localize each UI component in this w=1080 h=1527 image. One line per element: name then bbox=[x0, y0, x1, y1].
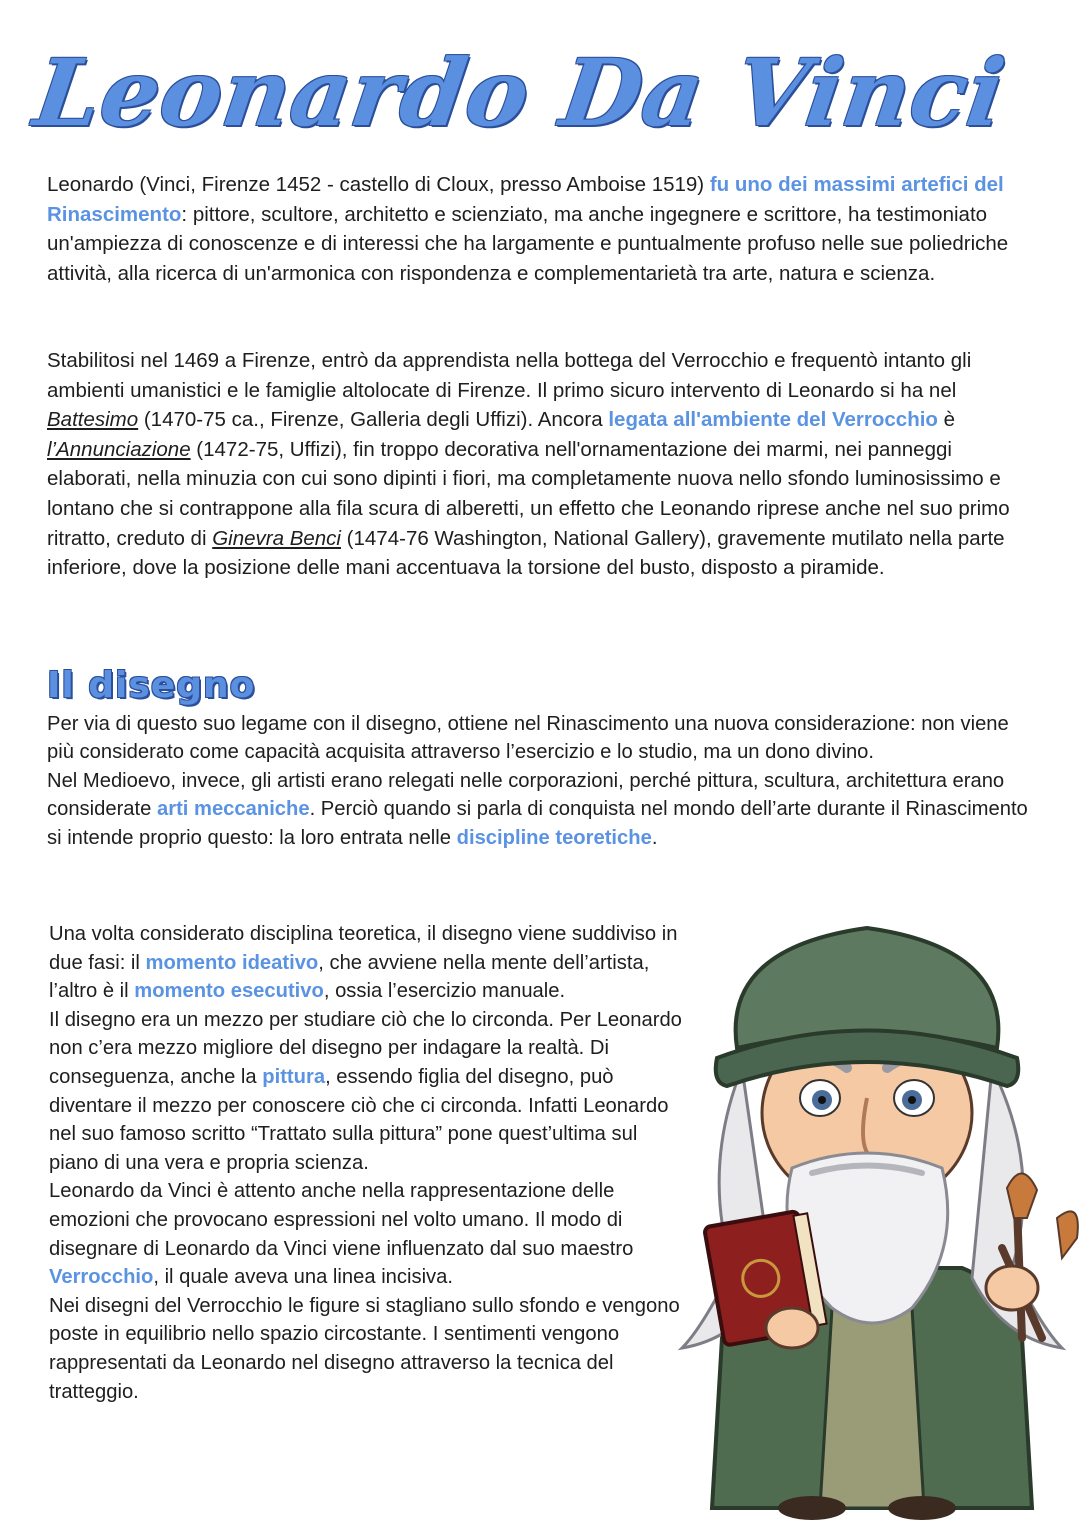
bio-text-3: è bbox=[937, 408, 956, 432]
drawing-column bbox=[49, 920, 689, 1406]
bio-text-1: Stabilitosi nel 1469 a Firenze, entrò da apprendista nella bottega del Verrocchio e frequentò intanto gli ambienti umanistici e le famiglie altolocate di Firenze. Il primo sicuro intervento di Leonardo si ha nel bbox=[47, 349, 972, 402]
highlight-pittura: pittura bbox=[262, 1065, 326, 1088]
work-battesimo: Battesimo bbox=[47, 408, 139, 432]
highlight-discipline-teoretiche: discipline teoretiche bbox=[456, 826, 652, 849]
drawing-text-1: Per via di questo suo legame con il disegno, ottiene nel Rinascimento una nuova considerazione: non viene più considerato come capacità acquisita attraverso l’esercizio e lo studio, ma un dono divino. bbox=[47, 713, 1009, 764]
drawing-text-4: . bbox=[651, 826, 658, 849]
bio-text-2: (1470-75 ca., Firenze, Galleria degli Uffizi). Ancora bbox=[138, 408, 609, 432]
intro-text-2: : pittore, scultore, architetto e scienziato, ma anche ingegnere e scrittore, ha testimoniato un'ampiezza di conoscenze e di interessi che ha largamente e puntualmente profuso nelle sue poliedriche attività, alla ricerca di un'armonica con rispondenza e complementarietà tra arte, natura e scienza. bbox=[47, 202, 1009, 285]
drawing-text-3: . Perciò quando si parla di conquista nel mondo dell’arte durante il Rinascimento si intende proprio questo: la loro entrata nelle bbox=[47, 798, 1028, 849]
col-text-c1: Leonardo da Vinci è attento anche nella rappresentazione delle emozioni che provocano espressioni nel volto umano. Il modo di disegnare di Leonardo da Vinci viene influenzato dal suo maestro bbox=[49, 1180, 634, 1260]
drawing-column-para-3 bbox=[49, 1177, 689, 1291]
col-text-a1: Una volta considerato disciplina teoretica, il disegno viene suddiviso in due fasi: il bbox=[49, 923, 678, 974]
col-text-b2: , essendo figlia del disegno, può diventare il mezzo per conoscere ciò che ci circonda. Infatti Leonardo nel suo famoso scritto “Trattato sulla pittura” pone quest’ultima sul piano di una vera e propria scienza. bbox=[49, 1065, 669, 1174]
highlight-momento-esecutivo: momento esecutivo bbox=[134, 980, 324, 1003]
work-annunciazione: l’Annunciazione bbox=[47, 437, 191, 461]
leonardo-illustration bbox=[662, 908, 1080, 1523]
drawing-paragraph-1 bbox=[47, 710, 1037, 852]
highlight-momento-ideativo: momento ideativo bbox=[145, 951, 319, 974]
bio-text-5: (1474-76 Washington, National Gallery), gravemente mutilato nella parte inferiore, dove la posizione delle mani accentuava la torsione del busto, disposto a piramide. bbox=[47, 526, 1005, 580]
drawing-column-para-4 bbox=[49, 1292, 689, 1406]
intro-text-1: Leonardo (Vinci, Firenze 1452 - castello di Cloux, presso Amboise 1519) bbox=[47, 173, 710, 196]
col-text-a2: , che avviene nella mente dell’artista, l’altro è il bbox=[49, 951, 650, 1003]
intro-highlight: fu uno dei massimi artefici del Rinascimento bbox=[47, 173, 1004, 226]
page-title: Leonardo Da Vinci bbox=[28, 39, 1012, 147]
drawing-column-para-1 bbox=[49, 920, 689, 1006]
highlight-arti-meccaniche: arti meccaniche bbox=[156, 798, 310, 821]
work-ginevra-benci: Ginevra Benci bbox=[212, 526, 341, 550]
bio-highlight: legata all'ambiente del Verrocchio bbox=[608, 408, 938, 432]
col-text-b1: Il disegno era un mezzo per studiare ciò che lo circonda. Per Leonardo non c’era mezzo migliore del disegno per indagare la realtà. Di conseguenza, anche la bbox=[49, 1008, 682, 1088]
drawing-column-para-2 bbox=[49, 1006, 689, 1178]
col-text-a3: , ossia l’esercizio manuale. bbox=[323, 980, 566, 1003]
highlight-verrocchio: Verrocchio bbox=[49, 1266, 154, 1289]
drawing-text-2: Nel Medioevo, invece, gli artisti erano relegati nelle corporazioni, perché pittura, scultura, architettura erano considerate bbox=[47, 769, 1005, 821]
bio-text-4: (1472-75, Uffizi), fin troppo decorativa nell'ornamentazione dei marmi, nei panneggi elaborati, nella minuzia con cui sono dipinti i fiori, ma completamente nuova nello sfondo luminosissimo e lontano che si contrappone alla fila scura di alberetti, un effetto che Leonando riprese anche nel suo primo ritratto, creduto di bbox=[47, 437, 1010, 550]
col-text-d1: Nei disegni del Verrocchio le figure si stagliano sullo sfondo e vengono poste in equilibrio nello spazio circostante. I sentimenti vengono rappresentati da Leonardo nel disegno attraverso la tecnica del tratteggio. bbox=[49, 1294, 680, 1403]
section-heading: Il disegno bbox=[47, 665, 256, 706]
intro-paragraph bbox=[47, 170, 1037, 288]
bio-paragraph bbox=[47, 346, 1037, 583]
col-text-c2: , il quale aveva una linea incisiva. bbox=[153, 1266, 453, 1289]
